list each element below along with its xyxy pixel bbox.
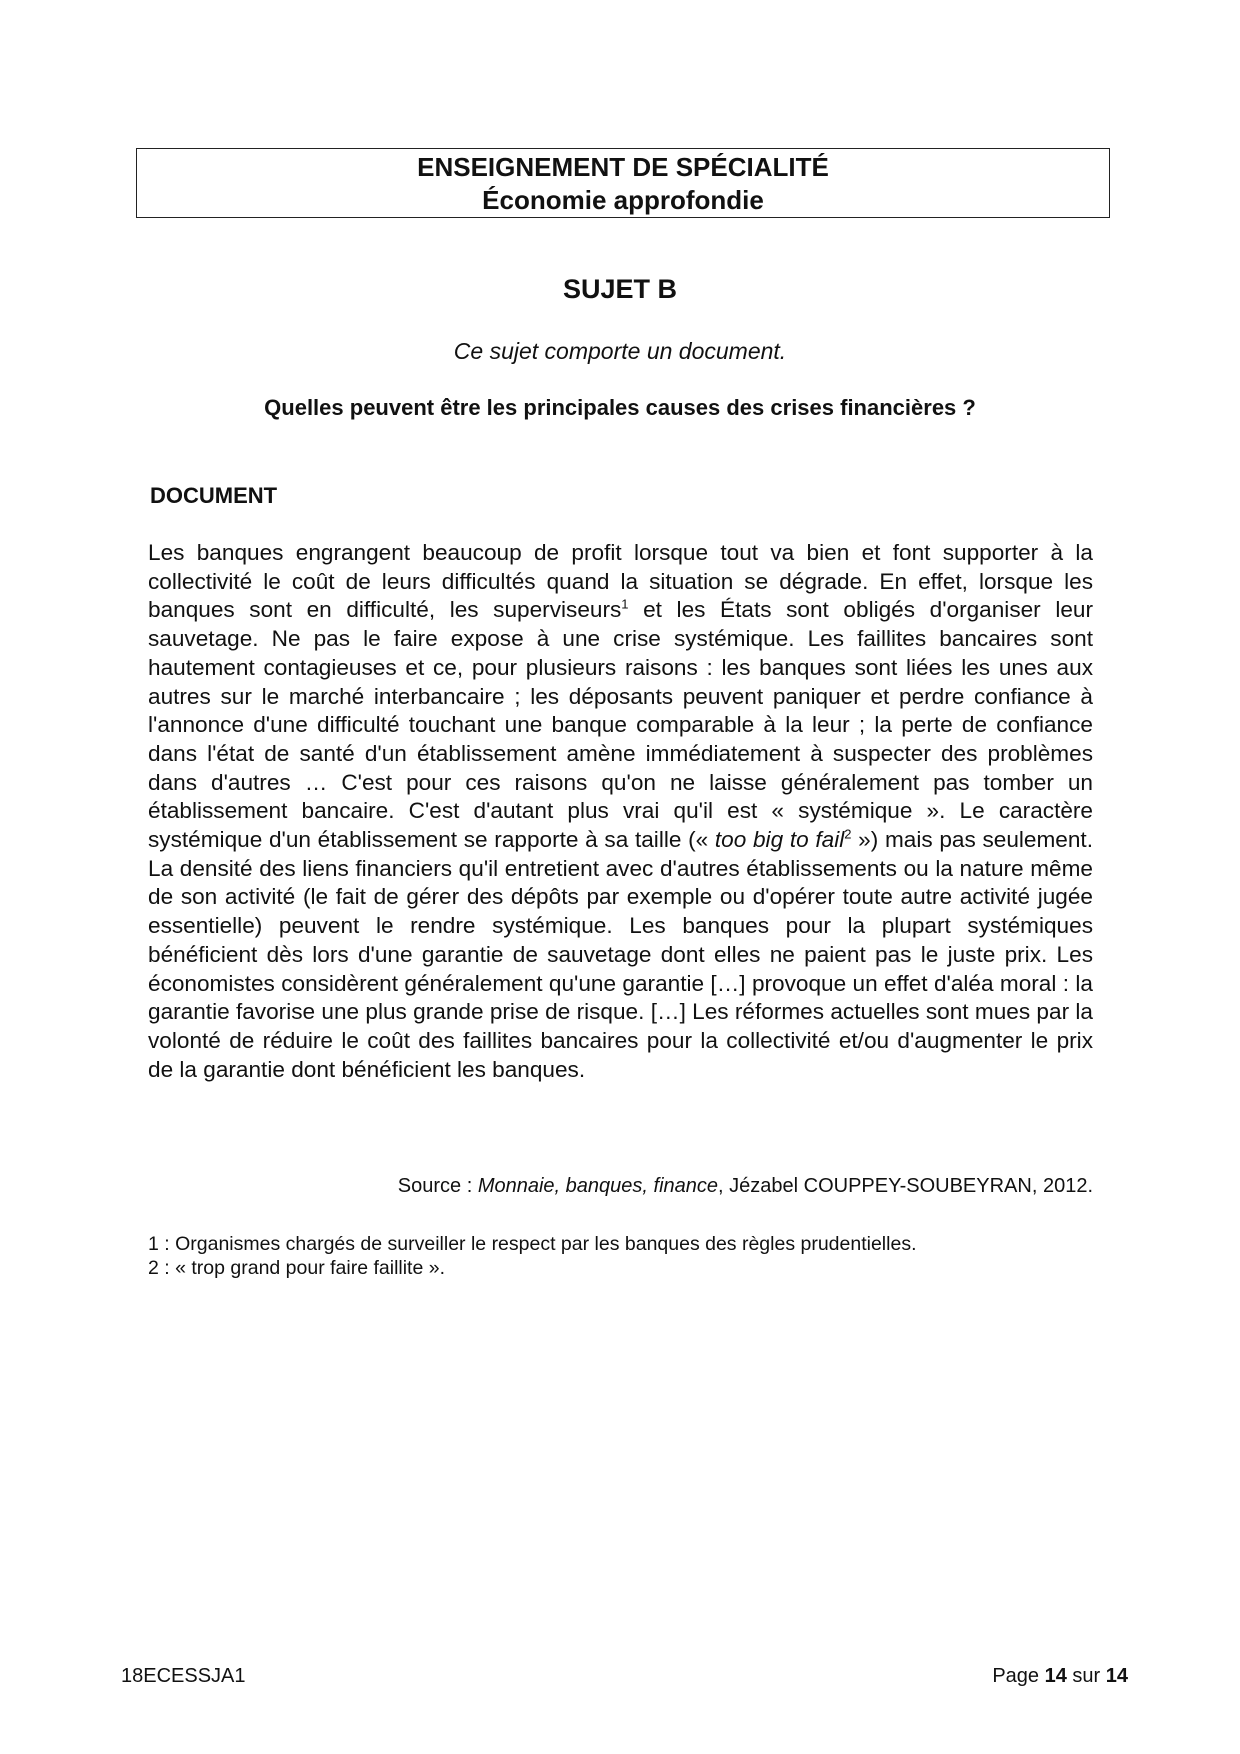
footer-code: 18ECESSJA1 <box>121 1665 246 1687</box>
page-total: 14 <box>1105 1665 1128 1687</box>
page-number <box>992 1665 1128 1688</box>
source-citation <box>398 1175 1093 1198</box>
footnotes <box>148 1232 917 1280</box>
source-suffix: , Jézabel COUPPEY-SOUBEYRAN, 2012. <box>718 1175 1093 1197</box>
body-part-3: ») mais pas seulement. La densité des liens financiers qu'il entretient avec d'autres établissements ou la nature même de son activité (le fait de gérer des dépôts par exemple ou d'opérer toute autre activité jugée essentielle) peuvent le rendre systémique. Les banques pour la plupart systémiques bénéficient dès lors d'une garantie de sauvetage dont elles ne paient pas le juste prix. Les économistes considèrent généralement qu'une garantie […] provoque un effet d'aléa moral : la garantie favorise une plus grande prise de risque. […] Les réformes actuelles sont mues par la volonté de réduire le coût des faillites bancaires pour la collectivité et/ou d'augmenter le prix de la garantie dont bénéficient les banques. <box>148 827 1093 1082</box>
page-word: Page <box>992 1665 1045 1687</box>
document-label: DOCUMENT <box>150 483 278 508</box>
header-box <box>136 148 1110 218</box>
subject-title: SUJET B <box>562 274 678 304</box>
header-title: ENSEIGNEMENT DE SPÉCIALITÉ <box>417 152 829 182</box>
body-part-2: et les États sont obligés d'organiser leur sauvetage. Ne pas le faire expose à une crise systémique. Les faillites bancaires sont hautement contagieuses et ce, pour plusieurs raisons : les banques sont liées les unes aux autres sur le marché interbancaire ; les déposants peuvent paniquer et perdre confiance à l'annonce d'une difficulté touchant une banque comparable à la leur ; la perte de confiance dans l'état de santé d'un établissement amène immédiatement à suspecter des problèmes dans d'autres … C'est pour ces raisons qu'on ne laisse généralement pas tomber un établissement bancaire. C'est d'autant plus vrai qu'il est « systémique ». Le caractère systémique d'un établissement se rapporte à sa taille (« <box>148 597 1093 853</box>
footnote-2: 2 : « trop grand pour faire faillite ». <box>148 1257 446 1279</box>
document-body <box>148 539 1093 1084</box>
footnote-1: 1 : Organismes chargés de surveiller le respect par les banques des règles prudentielles. <box>148 1233 917 1255</box>
body-part-1: Les banques engrangent beaucoup de profit lorsque tout va bien et font supporter à la collectivité le coût de leurs difficultés quand la situation se dégrade. En effet, lorsque les banques sont en difficulté, les superviseurs <box>148 540 1093 623</box>
footnote-ref-2: 2 <box>844 826 852 842</box>
page-of-word: sur <box>1066 1665 1106 1687</box>
page-current: 14 <box>1044 1665 1067 1687</box>
footnote-ref-1: 1 <box>621 596 629 612</box>
subject-note: Ce sujet comporte un document. <box>453 338 787 364</box>
source-prefix: Source : <box>397 1175 478 1197</box>
body-italic: too big to fail <box>714 827 845 853</box>
header-subtitle: Économie approfondie <box>482 185 764 215</box>
source-title: Monnaie, banques, finance <box>477 1175 719 1197</box>
question: Quelles peuvent être les principales causes des crises financières ? <box>264 395 976 420</box>
